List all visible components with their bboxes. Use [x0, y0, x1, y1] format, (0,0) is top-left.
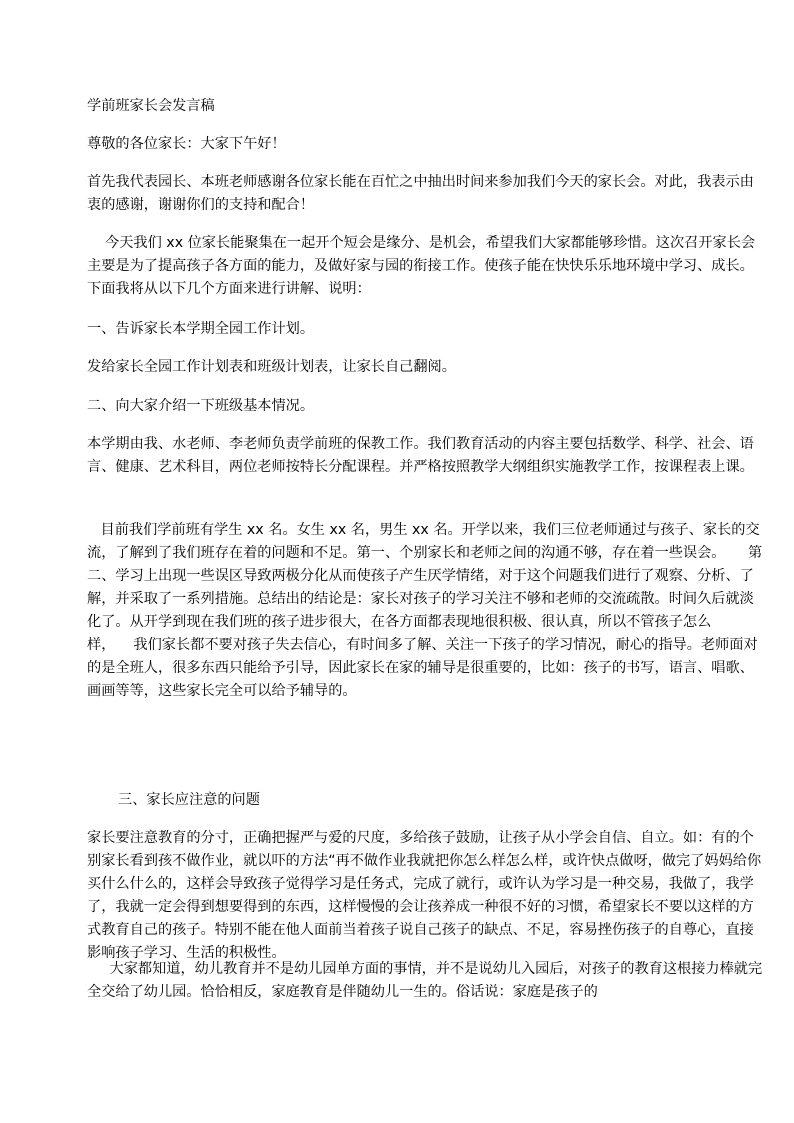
document-title: 学前班家长会发言稿: [87, 98, 215, 114]
paragraph-intro: 今天我们 xx 位家长能聚集在一起开个短会是缘分、是机会，希望我们大家都能够珍惜。这次召开家长会主要是为了提高孩子各方面的能力，及做好家与园的衔接工作。使孩子能在快快乐乐地环境中学习、成长。下面我将从以下几个方面来进行讲解、说明：: [87, 235, 756, 297]
paragraph-class-status: 目前我们学前班有学生 xx 名。女生 xx 名，男生 xx 名。开学以来，我们三位老师通过与孩子、家长的交流，了解到了我们班存在着的问题和不足。第一、个别家长和老师之间的沟通不够，存在着一些误会。 第二、学习上出现一些误区导致两极分化从而使孩子产生厌学情绪，对于这个问题我们进行了观察、分析、了解，并采取了一系列措施。总结出的结论是：家长对孩子的学习关注不够和老师的交流疏散。时间久后就淡化了。从开学到现在我们班的孩子进步很大，在各方面都表现地很积极、很认真，所以不管孩子怎么样， 我们家长都不要对孩子失去信心，有时间多了解、关注一下孩子的学习情况，耐心的指导。老师面对的是全班人，很多东西只能给予引导，因此家长在家的辅导是很重要的，比如：孩子的书写，语言、唱歌、画画等等，这些家长完全可以给予辅导的。: [87, 522, 763, 699]
greeting: 尊敬的各位家长：大家下午好！: [87, 136, 286, 152]
paragraph-teachers: 本学期由我、水老师、李老师负责学前班的保教工作。我们教育活动的内容主要包括数学、科学、社会、语言、健康、艺术科目，两位老师按特长分配课程。并严格按照教学大纲组织实施教学工作，按课程表上课。: [87, 436, 754, 475]
paragraph-parent-notes: 家长要注意教育的分寸，正确把握严与爱的尺度，多给孩子鼓励，让孩子从小学会自信、自立。如：有的个别家长看到孩不做作业，就以吓的方法“再不做作业我就把你怎么样怎么样，或许快点做呀，做完了妈妈给你买什么什么的，这样会导致孩子觉得学习是任务式，完成了就行，或许认为学习是一种交易，我做了，我学了，我就一定会得到想要得到的东西，这样慢慢的会让孩养成一种很不好的习惯，希望家长不要以这样的方式教育自己的孩子。特别不能在他人面前当着孩子说自己孩子的缺点、不足，容易挫伤孩子的自尊心，直接影响孩子学习、生活的积极性。: [87, 830, 762, 961]
paragraph-plan: 发给家长全园工作计划表和班级计划表，让家长自己翻阅。: [87, 359, 456, 375]
section-heading-2: 二、向大家介绍一下班级基本情况。: [87, 398, 315, 414]
paragraph-thanks: 首先我代表园长、本班老师感谢各位家长能在百忙之中抽出时间来参加我们今天的家长会。对此，我表示由衷的感谢，谢谢你们的支持和配合！: [87, 174, 754, 213]
section-heading-3: 三、家长应注意的问题: [118, 792, 260, 808]
paragraph-family-education: 大家都知道，幼儿教育并不是幼儿园单方面的事情，并不是说幼儿入园后，对孩子的教育这根接力棒就完全交给了幼儿园。恰恰相反，家庭教育是伴随幼儿一生的。俗话说：家庭是孩子的: [87, 961, 763, 1000]
section-heading-1: 一、告诉家长本学期全园工作计划。: [87, 321, 315, 337]
